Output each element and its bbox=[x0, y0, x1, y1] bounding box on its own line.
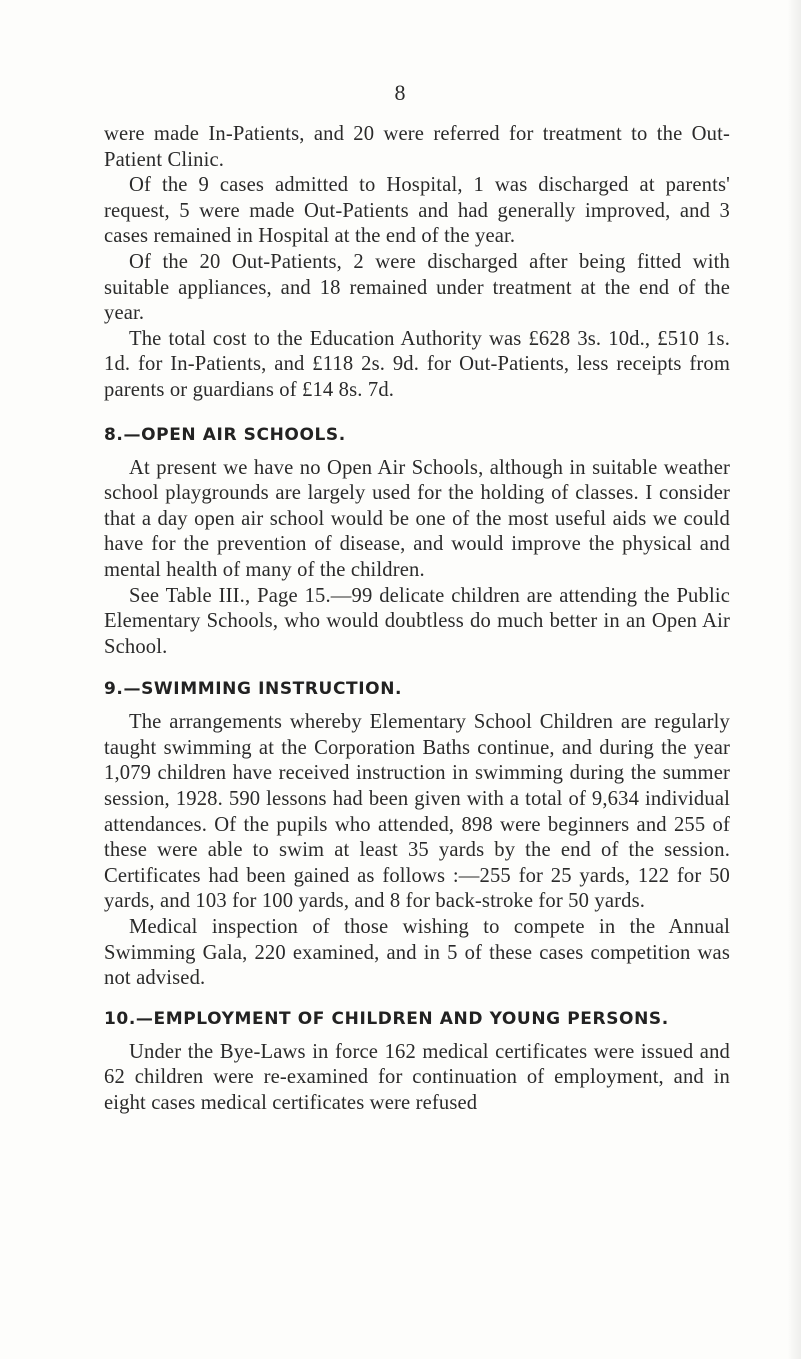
paragraph-carryover: were made In-Patients, and 20 were referred for treatment to the Out-Patient Clinic. bbox=[104, 123, 730, 171]
page-body bbox=[104, 122, 730, 1117]
section-heading-swimming-instruction: 9.—SWIMMING INSTRUCTION. bbox=[104, 679, 403, 700]
paragraph-employment-1: Under the Bye-Laws in force 162 medical certificates were issued and 62 children were re-examined for continuation of employment, and in eight cases medical certificates were refused bbox=[104, 1040, 730, 1114]
paragraph-hospital-admissions: Of the 9 cases admitted to Hospital, 1 was discharged at parents' request, 5 were made Out-Patients and had generally improved, and 3 cases remained in Hospital at the end of the year. bbox=[104, 174, 730, 248]
page-number: 8 bbox=[394, 80, 407, 105]
paragraph-swimming-2: Medical inspection of those wishing to compete in the Annual Swimming Gala, 220 examined, and in 5 of these cases competition was not advised. bbox=[104, 916, 730, 990]
page-edge-shadow bbox=[787, 0, 801, 1359]
section-swimming-instruction bbox=[104, 678, 730, 992]
paragraph-open-air-1: At present we have no Open Air Schools, although in suitable weather school playgrounds are largely used for the holding of classes. I consider that a day open air school would be one of the most useful aids we could have for the prevention of disease, and would improve the physical and mental health of many of the children. bbox=[104, 456, 730, 581]
section-heading-open-air-schools: 8.—OPEN AIR SCHOOLS. bbox=[104, 424, 346, 445]
paragraph-total-cost: The total cost to the Education Authority was £628 3s. 10d., £510 1s. 1d. for In-Patients, and £118 2s. 9d. for Out-Patients, less receipts from parents or guardians of £14 8s. 7d. bbox=[104, 327, 730, 401]
section-heading-employment: 10.—EMPLOYMENT OF CHILDREN AND YOUNG PERSONS. bbox=[104, 1008, 669, 1029]
paragraph-open-air-2: See Table III., Page 15.—99 delicate children are attending the Public Elementary Schools, who would doubtless do much better in an Open Air School. bbox=[104, 584, 730, 658]
section-open-air-schools bbox=[104, 424, 730, 661]
paragraph-out-patients: Of the 20 Out-Patients, 2 were discharged after being fitted with suitable appliances, and 18 remained under treatment at the end of the year. bbox=[104, 250, 730, 325]
section-employment bbox=[104, 1008, 730, 1117]
paragraph-swimming-1: The arrangements whereby Elementary School Children are regularly taught swimming at the Corporation Baths continue, and during the year 1,079 children have received instruction in swimming during the summer session, 1928. 590 lessons had been given with a total of 9,634 individual attendances. Of the pupils who attended, 898 were beginners and 255 of these were able to swim at least 35 yards by the end of the session. Certificates had been gained as follows :—255 for 25 yards, 122 for 50 yards, and 103 for 100 yards, and 8 for back-stroke for 50 yards. bbox=[104, 711, 730, 913]
